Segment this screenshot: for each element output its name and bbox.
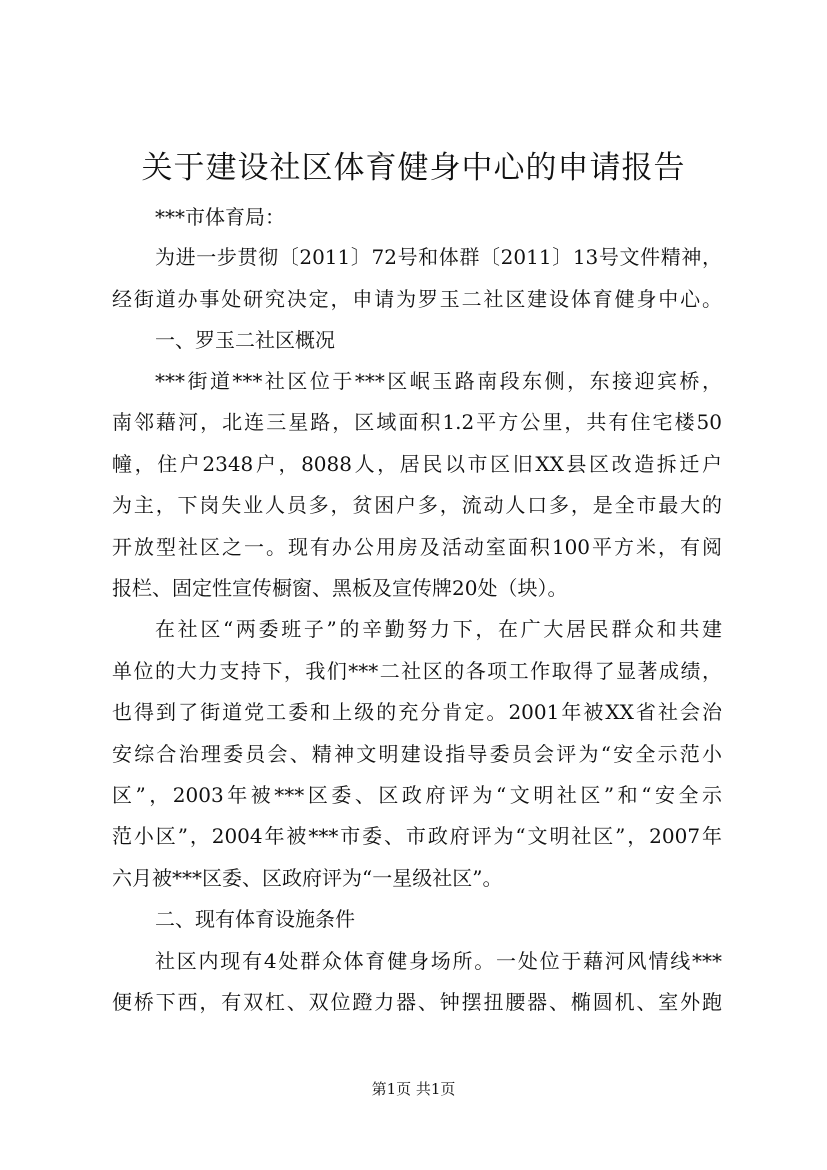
- body-line: 便桥下西，有双杠、双位蹬力器、钟摆扭腰器、椭圆机、室外跑: [112, 990, 722, 1014]
- body-line: 社区内现有4处群众体育健身场所。一处位于藉河风情线***: [155, 949, 722, 973]
- body-line: 安综合治理委员会、精神文明建设指导委员会评为“安全示范小: [112, 742, 722, 766]
- body-line: 报栏、固定性宣传橱窗、黑板及宣传牌20处（块）。: [112, 576, 568, 600]
- body-line: 区”，2003年被***区委、区政府评为“文明社区”和“安全示: [112, 783, 722, 807]
- section-heading: 二、现有体育设施条件: [155, 907, 355, 931]
- body-line: 为主，下岗失业人员多，贫困户多，流动人口多，是全市最大的: [112, 493, 722, 517]
- body-line: 单位的大力支持下，我们***二社区的各项工作取得了显著成绩，: [112, 659, 722, 683]
- body-line: 开放型社区之一。现有办公用房及活动室面积100平方米，有阅: [112, 535, 722, 559]
- body-line: ***街道***社区位于***区岷玉路南段东侧，东接迎宾桥，: [155, 369, 722, 393]
- body-line: 为进一步贯彻〔2011〕72号和体群〔2011〕13号文件精神，: [155, 245, 722, 269]
- document-title: 关于建设社区体育健身中心的申请报告: [141, 150, 686, 186]
- body-line: 南邻藉河，北连三星路，区域面积1.2平方公里，共有住宅楼50: [112, 410, 722, 434]
- body-line: 范小区”，2004年被***市委、市政府评为“文明社区”，2007年: [112, 824, 722, 848]
- section-heading: 一、罗玉二社区概况: [155, 328, 335, 352]
- body-line: 幢，住户2348户，8088人，居民以市区旧XX县区改造拆迁户: [112, 452, 722, 476]
- body-line: 在社区“两委班子”的辛勤努力下，在广大居民群众和共建: [155, 617, 722, 641]
- body-line: 经街道办事处研究决定，申请为罗玉二社区建设体育健身中心。: [112, 287, 722, 311]
- body-line: 也得到了街道党工委和上级的充分肯定。2001年被XX省社会治: [112, 700, 722, 724]
- page-number-footer: 第1页 共1页: [371, 1080, 456, 1098]
- body-line: 六月被***区委、区政府评为“一星级社区”。: [112, 866, 503, 890]
- salutation: ***市体育局：: [155, 205, 285, 229]
